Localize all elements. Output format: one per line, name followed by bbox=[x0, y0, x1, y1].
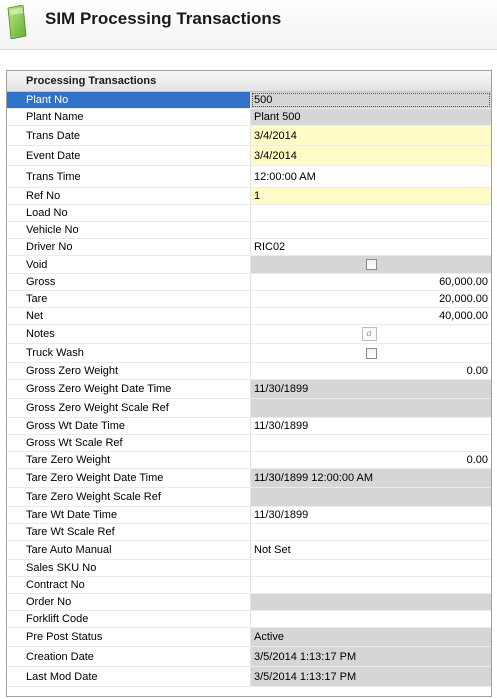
property-value[interactable]: 11/30/1899 bbox=[251, 380, 491, 398]
property-value[interactable]: 40,000.00 bbox=[439, 310, 488, 322]
property-row[interactable] bbox=[7, 577, 491, 594]
property-row[interactable] bbox=[7, 418, 491, 435]
property-notes-cell[interactable] bbox=[251, 325, 491, 343]
property-row[interactable] bbox=[7, 222, 491, 239]
document-icon bbox=[7, 5, 27, 39]
property-label: Trans Date bbox=[7, 126, 251, 145]
property-checkbox-cell[interactable] bbox=[251, 344, 491, 362]
property-row[interactable] bbox=[7, 146, 491, 166]
property-row[interactable] bbox=[7, 363, 491, 380]
property-row[interactable] bbox=[7, 92, 491, 109]
property-row[interactable] bbox=[7, 560, 491, 577]
property-value[interactable]: 3/4/2014 bbox=[251, 126, 491, 145]
property-label: Gross Zero Weight Date Time bbox=[7, 380, 251, 398]
property-label: Notes bbox=[7, 325, 251, 343]
property-label: Last Mod Date bbox=[7, 667, 251, 686]
property-row[interactable] bbox=[7, 188, 491, 205]
property-label: Gross bbox=[7, 274, 251, 290]
property-row[interactable] bbox=[7, 488, 491, 507]
property-value[interactable]: 3/4/2014 bbox=[251, 146, 491, 165]
property-row[interactable] bbox=[7, 541, 491, 560]
property-rows bbox=[7, 92, 491, 687]
property-label: Sales SKU No bbox=[7, 560, 251, 576]
property-checkbox-cell[interactable] bbox=[251, 256, 491, 273]
page-title: SIM Processing Transactions bbox=[45, 9, 282, 28]
property-value[interactable]: Active bbox=[251, 628, 491, 646]
property-label: Tare Zero Weight Date Time bbox=[7, 469, 251, 487]
property-value[interactable] bbox=[251, 222, 491, 238]
property-label: Void bbox=[7, 256, 251, 273]
property-row[interactable] bbox=[7, 435, 491, 452]
property-row[interactable] bbox=[7, 344, 491, 363]
property-label: Creation Date bbox=[7, 647, 251, 666]
property-row[interactable] bbox=[7, 274, 491, 291]
property-label: Pre Post Status bbox=[7, 628, 251, 646]
property-value[interactable]: 11/30/1899 12:00:00 AM bbox=[251, 469, 491, 487]
property-value[interactable] bbox=[251, 560, 491, 576]
property-row[interactable] bbox=[7, 166, 491, 188]
property-row[interactable] bbox=[7, 256, 491, 274]
property-value[interactable]: 0.00 bbox=[466, 454, 488, 466]
property-label: Contract No bbox=[7, 577, 251, 593]
property-label: Truck Wash bbox=[7, 344, 251, 362]
property-label: Driver No bbox=[7, 239, 251, 255]
property-label: Trans Time bbox=[7, 166, 251, 187]
property-label: Gross Zero Weight Scale Ref bbox=[7, 399, 251, 417]
property-label: Gross Wt Scale Ref bbox=[7, 435, 251, 451]
property-value[interactable]: 20,000.00 bbox=[439, 293, 488, 305]
property-row[interactable] bbox=[7, 594, 491, 611]
property-label: Tare Wt Date Time bbox=[7, 507, 251, 523]
property-value[interactable] bbox=[251, 611, 491, 627]
property-row[interactable] bbox=[7, 291, 491, 308]
property-row[interactable] bbox=[7, 667, 491, 687]
property-value[interactable]: Plant 500 bbox=[251, 109, 491, 125]
property-value[interactable]: 0.00 bbox=[466, 365, 488, 377]
property-label: Gross Zero Weight bbox=[7, 363, 251, 379]
property-label: Order No bbox=[7, 594, 251, 610]
property-value[interactable] bbox=[251, 577, 491, 593]
property-row[interactable] bbox=[7, 325, 491, 344]
property-value[interactable] bbox=[251, 524, 491, 540]
property-value[interactable]: 11/30/1899 bbox=[254, 509, 309, 521]
property-label: Tare Zero Weight bbox=[7, 452, 251, 468]
property-label: Tare Auto Manual bbox=[7, 541, 251, 559]
property-row[interactable] bbox=[7, 628, 491, 647]
property-row[interactable] bbox=[7, 239, 491, 256]
property-label: Gross Wt Date Time bbox=[7, 418, 251, 434]
property-label: Forklift Code bbox=[7, 611, 251, 627]
property-label: Plant No bbox=[7, 92, 251, 108]
property-value[interactable]: 3/5/2014 1:13:17 PM bbox=[251, 647, 491, 666]
property-label: Tare Wt Scale Ref bbox=[7, 524, 251, 540]
property-label: Net bbox=[7, 308, 251, 324]
property-row[interactable] bbox=[7, 205, 491, 222]
property-label: Plant Name bbox=[7, 109, 251, 125]
property-row[interactable] bbox=[7, 647, 491, 667]
property-value[interactable]: 11/30/1899 bbox=[254, 420, 309, 432]
property-value[interactable] bbox=[251, 399, 491, 417]
property-value[interactable] bbox=[251, 205, 491, 221]
property-value[interactable]: RIC02 bbox=[254, 241, 286, 253]
property-value[interactable]: 3/5/2014 1:13:17 PM bbox=[251, 667, 491, 686]
property-row[interactable] bbox=[7, 308, 491, 325]
property-row[interactable] bbox=[7, 524, 491, 541]
property-value[interactable]: Not Set bbox=[254, 544, 291, 556]
property-row[interactable] bbox=[7, 452, 491, 469]
property-row[interactable] bbox=[7, 469, 491, 488]
property-label: Event Date bbox=[7, 146, 251, 165]
property-value[interactable]: 500 bbox=[251, 92, 491, 108]
property-label: Tare Zero Weight Scale Ref bbox=[7, 488, 251, 506]
notes-edit-icon[interactable]: a bbox=[362, 327, 377, 341]
property-value[interactable]: 12:00:00 AM bbox=[254, 170, 316, 183]
property-grid bbox=[6, 70, 492, 697]
property-value[interactable] bbox=[251, 435, 491, 451]
panel-title: Processing Transactions bbox=[7, 71, 491, 92]
property-label: Ref No bbox=[7, 188, 251, 204]
property-row[interactable] bbox=[7, 399, 491, 418]
property-row[interactable] bbox=[7, 380, 491, 399]
property-row[interactable] bbox=[7, 611, 491, 628]
property-value[interactable]: 60,000.00 bbox=[439, 276, 488, 288]
window-header bbox=[0, 0, 497, 50]
checkbox[interactable] bbox=[366, 348, 377, 359]
property-label: Tare bbox=[7, 291, 251, 307]
property-row[interactable] bbox=[7, 507, 491, 524]
property-label: Vehicle No bbox=[7, 222, 251, 238]
property-value[interactable] bbox=[251, 594, 491, 610]
property-row[interactable] bbox=[7, 126, 491, 146]
property-row[interactable] bbox=[7, 109, 491, 126]
checkbox[interactable] bbox=[366, 259, 377, 270]
property-label: Load No bbox=[7, 205, 251, 221]
property-value[interactable] bbox=[251, 488, 491, 506]
property-value[interactable]: 1 bbox=[251, 188, 491, 204]
